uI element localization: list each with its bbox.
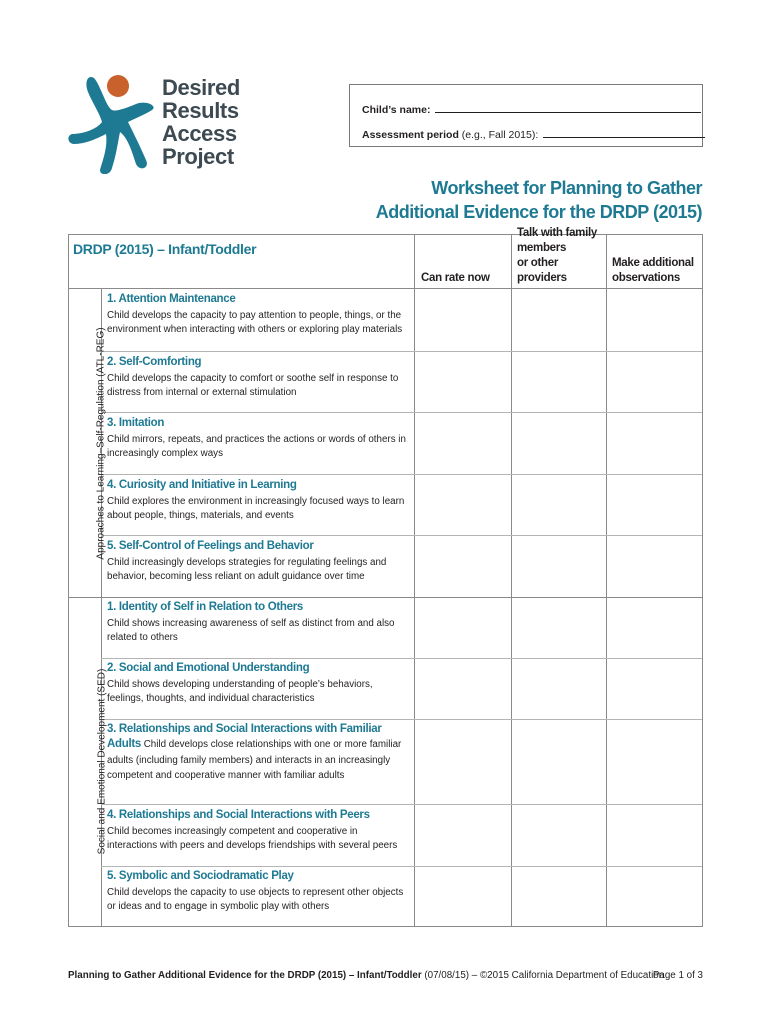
- measure-row: [107, 722, 407, 784]
- measure-title: 2. Social and Emotional Understanding: [107, 662, 310, 674]
- column-divider: [414, 289, 415, 926]
- measure-title: 4. Curiosity and Initiative in Learning: [107, 479, 297, 491]
- child-name-row: [362, 103, 701, 116]
- measure-row: [107, 869, 407, 913]
- footer-date: (07/08/15): [424, 970, 470, 981]
- measure-description: Child develops close relationships with one or more familiar adults (including family members) and interacts in an increasingly competent and cooperative manner with familiar adults: [107, 739, 402, 781]
- measure-title: 4. Relationships and Social Interactions with Peers: [107, 809, 370, 821]
- measure-row: [107, 539, 407, 583]
- row-divider: [101, 719, 702, 720]
- col-talk-line: members: [517, 242, 567, 254]
- measure-description: Child shows increasing awareness of self as distinct from and also related to others: [107, 618, 395, 643]
- col-talk-family: [511, 227, 606, 289]
- row-divider: [101, 535, 702, 536]
- row-divider: [101, 866, 702, 867]
- measure-title-cont: Adults: [107, 738, 141, 750]
- measure-title: 3. Imitation: [107, 417, 165, 429]
- footer-text: Planning to Gather Additional Evidence for the DRDP (2015) – Infant/Toddler: [68, 970, 422, 981]
- row-divider: [101, 804, 702, 805]
- row-divider: [101, 412, 702, 413]
- title-line-1: Worksheet for Planning to Gather: [431, 178, 702, 198]
- drap-logo: [66, 74, 246, 174]
- measure-description: Child becomes increasingly competent and cooperative in interactions with peers and develops friendships with several peers: [107, 826, 398, 851]
- measure-description: Child increasingly develops strategies for regulating feelings and behavior, becoming less reliant on adult guidance over time: [107, 557, 387, 582]
- col-observe: [606, 235, 703, 289]
- col-observe-line: Make additional: [612, 257, 694, 269]
- logo-line: Desired: [162, 75, 240, 100]
- row-divider: [101, 474, 702, 475]
- col-can-rate: [414, 235, 511, 289]
- logo-line: Results: [162, 98, 239, 123]
- measure-row: [107, 600, 407, 644]
- assessment-period-hint: (e.g., Fall 2015):: [461, 129, 539, 141]
- page-title: [376, 176, 702, 224]
- col-observe-line: observations: [612, 272, 680, 284]
- logo-figure-icon: [66, 74, 158, 174]
- row-divider: [101, 658, 702, 659]
- measure-title: 5. Self-Control of Feelings and Behavior: [107, 540, 314, 552]
- measure-description: Child develops the capacity to use objects to represent other objects or ideas and to engage in symbolic play with others: [107, 887, 404, 912]
- measure-description: Child explores the environment in increasingly focused ways to learn about people, things, materials, and events: [107, 496, 405, 521]
- measure-description: Child develops the capacity to comfort or soothe self in response to distress from internal or external stimulation: [107, 373, 399, 398]
- measure-row: [107, 355, 407, 399]
- table-heading: DRDP (2015) – Infant/Toddler: [73, 241, 257, 257]
- footer-copyright: – ©2015 California Department of Education: [471, 970, 665, 981]
- row-divider: [101, 351, 702, 352]
- title-line-2: Additional Evidence for the DRDP (2015): [375, 202, 702, 222]
- measure-title: 1. Identity of Self in Relation to Others: [107, 601, 303, 613]
- child-name-field[interactable]: [435, 103, 701, 113]
- measure-title: 2. Self-Comforting: [107, 356, 202, 368]
- column-divider: [511, 289, 512, 926]
- measure-row: [107, 661, 407, 705]
- evidence-table: [68, 227, 703, 927]
- col-talk-family-label: [517, 226, 606, 286]
- page-number: Page 1 of 3: [652, 970, 703, 981]
- assessment-period-label: Assessment period: [362, 129, 459, 141]
- col-talk-line: or other providers: [517, 257, 567, 284]
- domain-label-atl-reg: Approaches to Learning–Self-Regulation (ATL-REG): [95, 327, 107, 560]
- logo-line: Access: [162, 121, 237, 146]
- measure-description: Child mirrors, repeats, and practices the actions or words of others in increasingly complex ways: [107, 434, 406, 459]
- col-can-rate-label: Can rate now: [421, 272, 490, 284]
- child-name-label: Child’s name:: [362, 104, 431, 116]
- measure-row: [107, 808, 407, 852]
- measure-description: Child develops the capacity to pay attention to people, things, or the environment when interacting with others or exploring play materials: [107, 310, 403, 335]
- column-divider: [606, 289, 607, 926]
- table-header: [69, 227, 702, 289]
- domain-divider: [69, 597, 702, 598]
- logo-text: [162, 76, 240, 168]
- measure-row: [107, 478, 407, 522]
- assessment-period-field[interactable]: [543, 128, 705, 138]
- measure-row: [107, 292, 407, 336]
- measure-description-inline: [107, 737, 407, 784]
- measure-row: [107, 416, 407, 460]
- measure-title: 1. Attention Maintenance: [107, 293, 236, 305]
- logo-line: Project: [162, 144, 234, 169]
- assessment-period-row: [362, 128, 705, 141]
- col-observe-label: [612, 256, 694, 286]
- measure-title: 5. Symbolic and Sociodramatic Play: [107, 870, 294, 882]
- measure-title: 3. Relationships and Social Interactions with Familiar: [107, 723, 382, 735]
- child-info-box: [349, 84, 703, 147]
- measure-description: Child shows developing understanding of people’s behaviors, feelings, thoughts, and individual characteristics: [107, 679, 373, 704]
- page-footer: [68, 970, 703, 981]
- col-talk-line: Talk with family: [517, 227, 597, 239]
- domain-label-sed: Social and Emotional Development (SED): [96, 668, 108, 855]
